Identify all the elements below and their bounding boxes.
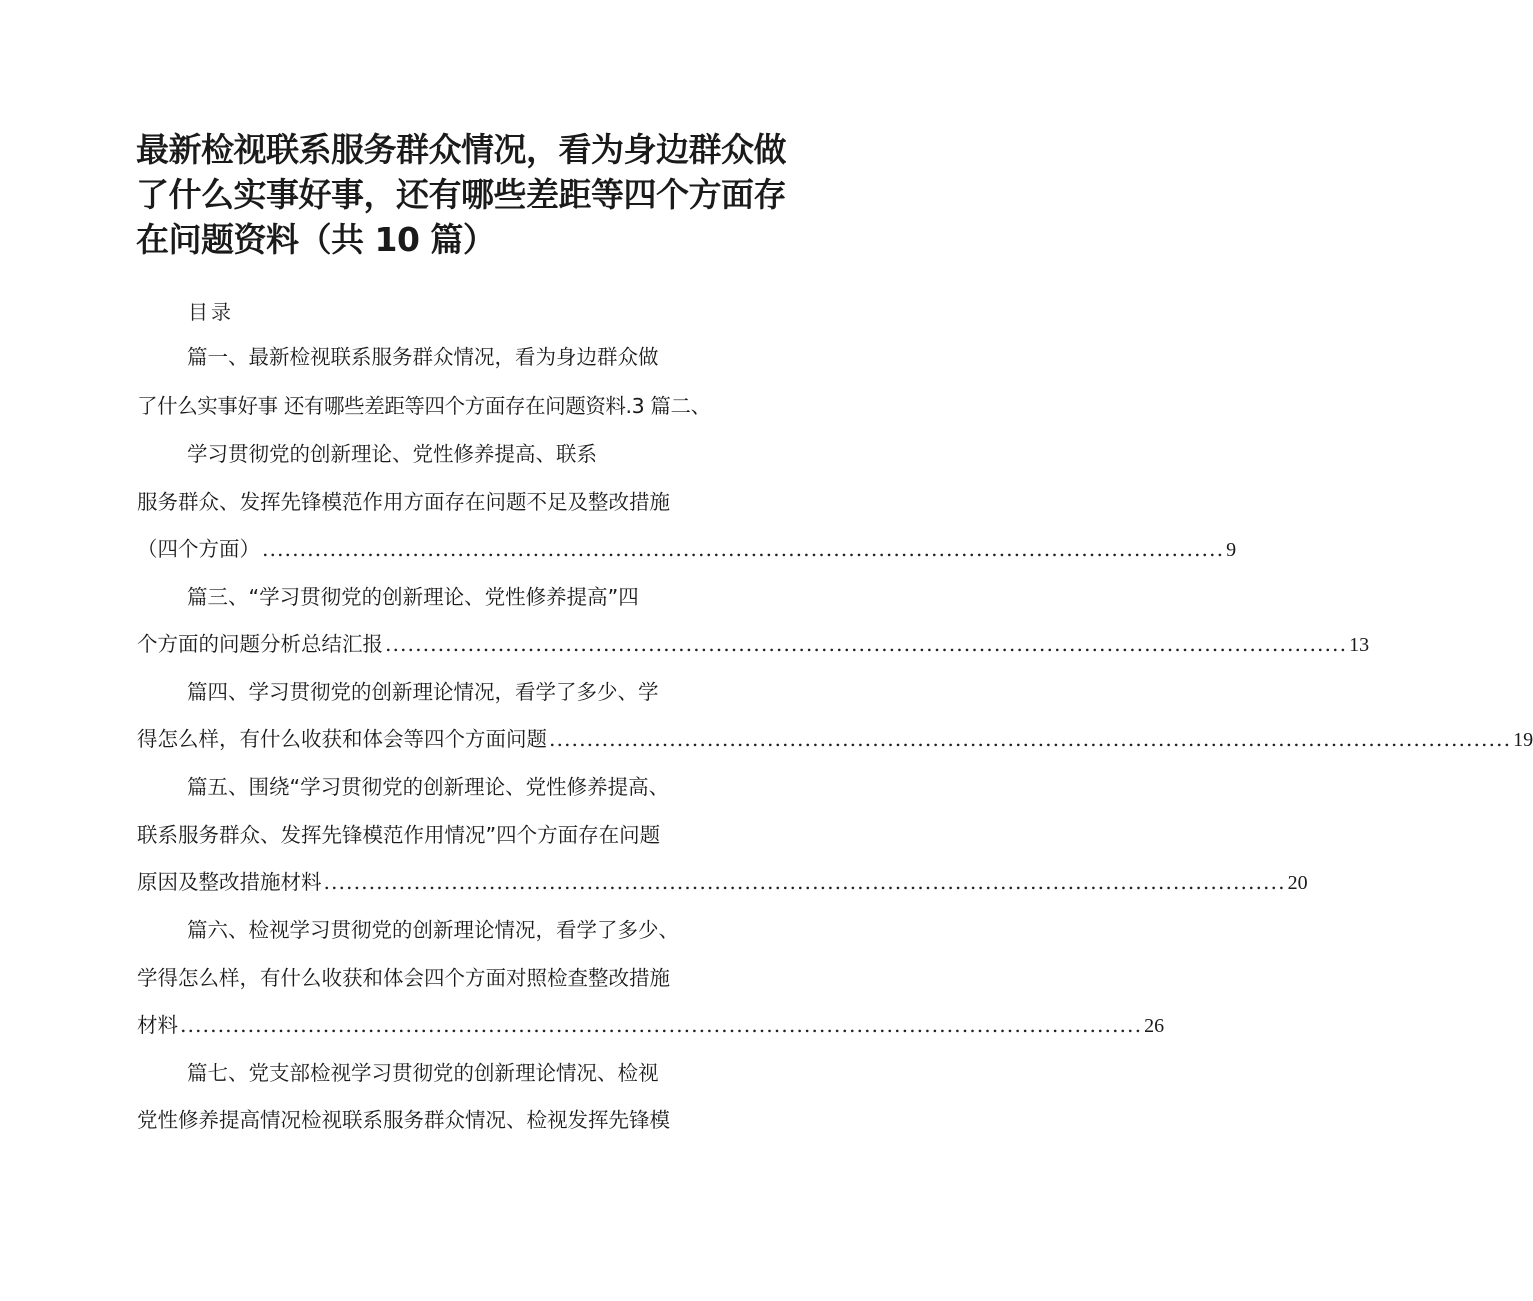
toc-heading: 目录 [188, 300, 234, 324]
toc-entry-text: 原因及整改措施材料 [137, 870, 322, 894]
toc-entry-1-line-2[interactable]: 了什么实事好事 还有哪些差距等四个方面存在问题资料.3 篇二、 [137, 394, 711, 418]
toc-entry-3-line-1[interactable]: 篇三、“学习贯彻党的创新理论、党性修养提高”四 [187, 585, 639, 609]
toc-entry-6-line-3[interactable] [137, 1010, 1165, 1040]
toc-entry-3-line-2[interactable] [137, 629, 1370, 659]
toc-entry-5-line-2[interactable]: 联系服务群众、发挥先锋模范作用情况”四个方面存在问题 [137, 823, 661, 847]
title-line: 在问题资料（共 10 篇） [136, 220, 496, 259]
toc-entry-7-line-2[interactable]: 党性修养提高情况检视联系服务群众情况、检视发挥先锋模 [137, 1108, 670, 1132]
title-line: 了什么实事好事，还有哪些差距等四个方面存 [136, 175, 786, 214]
toc-entry-text: 得怎么样，有什么收获和体会等四个方面问题 [137, 727, 547, 751]
dot-leader: ................................................................................................................................ [549, 727, 1512, 751]
toc-entry-text: （四个方面） [137, 537, 260, 561]
toc-entry-2-line-3[interactable] [137, 534, 1237, 564]
toc-entry-5-line-3[interactable] [137, 867, 1308, 897]
dot-leader: ................................................................................................................................ [262, 537, 1225, 561]
toc-entry-text: 个方面的问题分析总结汇报 [137, 632, 383, 656]
toc-entry-6-line-2[interactable]: 学得怎么样，有什么收获和体会四个方面对照检查整改措施 [137, 966, 670, 990]
dot-leader: ................................................................................................................................ [180, 1013, 1143, 1037]
toc-page-number: 9 [1226, 539, 1237, 561]
toc-page-number: 13 [1349, 634, 1370, 656]
document-title [136, 127, 796, 262]
toc-entry-7-line-1[interactable]: 篇七、党支部检视学习贯彻党的创新理论情况、检视 [187, 1061, 659, 1085]
toc-entry-4-line-2[interactable] [137, 724, 1533, 754]
toc-entry-text: 材料 [137, 1013, 178, 1037]
dot-leader: ................................................................................................................................ [385, 632, 1348, 656]
dot-leader: ................................................................................................................................ [323, 870, 1286, 894]
title-line: 最新检视联系服务群众情况，看为身边群众做 [136, 130, 786, 169]
toc-page-number: 19 [1513, 729, 1533, 751]
toc-page-number: 26 [1144, 1015, 1165, 1037]
toc-entry-2-line-1[interactable]: 学习贯彻党的创新理论、党性修养提高、联系 [187, 442, 597, 466]
toc-entry-5-line-1[interactable]: 篇五、围绕“学习贯彻党的创新理论、党性修养提高、 [187, 775, 670, 799]
toc-entry-4-line-1[interactable]: 篇四、学习贯彻党的创新理论情况，看学了多少、学 [187, 680, 659, 704]
toc-entry-1-line-1[interactable]: 篇一、最新检视联系服务群众情况，看为身边群众做 [187, 345, 659, 369]
toc-entry-2-line-2[interactable]: 服务群众、发挥先锋模范作用方面存在问题不足及整改措施 [137, 490, 670, 514]
toc-entry-6-line-1[interactable]: 篇六、检视学习贯彻党的创新理论情况，看学了多少、 [187, 918, 679, 942]
toc-page-number: 20 [1287, 872, 1308, 894]
